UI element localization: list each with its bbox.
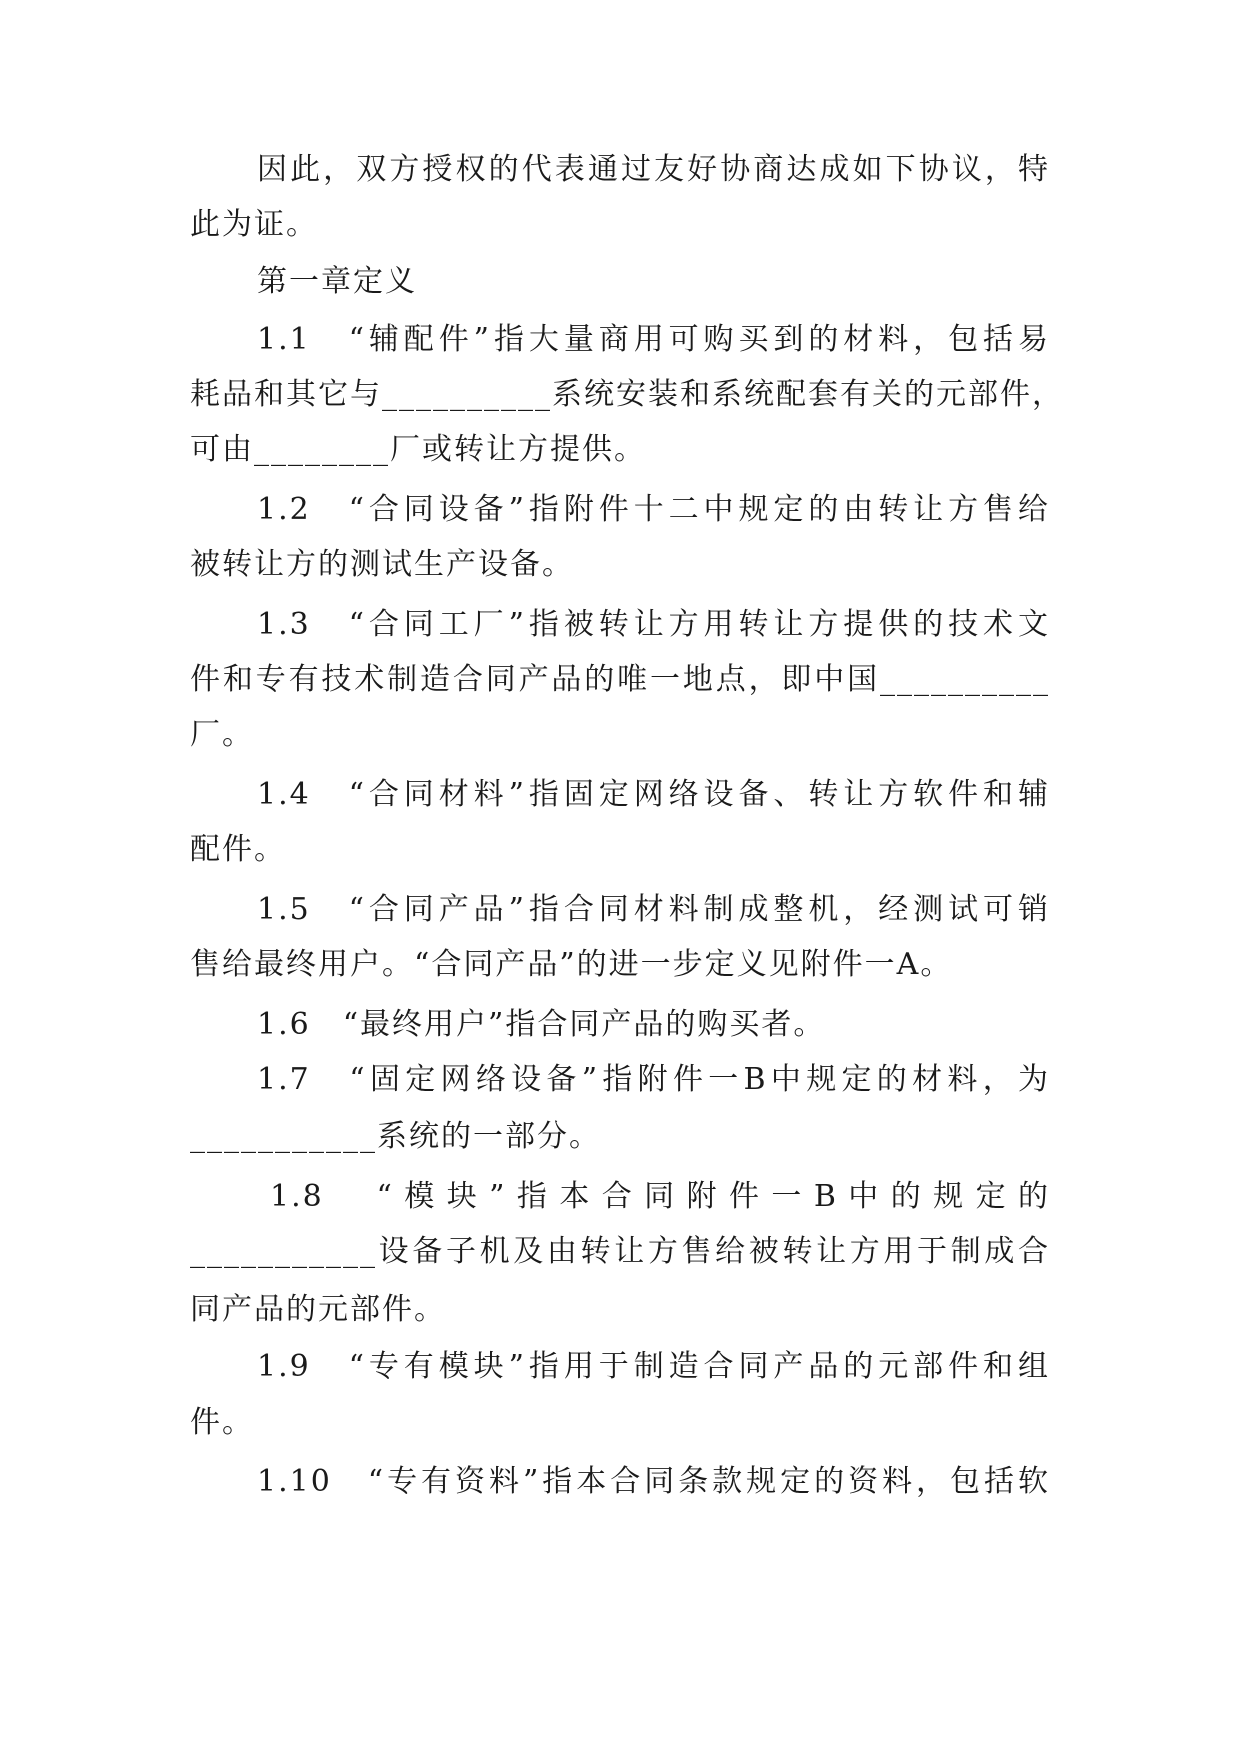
definition-1-3: 1.3 “合同工厂”指被转让方用转让方提供的技术文 (257, 607, 1050, 642)
definition-1-8: 1.8 “模块”指本合同附件一B中的规定的 (270, 1179, 1050, 1214)
paragraph-line: 因此，双方授权的代表通过友好协商达成如下协议，特 (257, 152, 1050, 187)
paragraph-line: 此为证。 (190, 207, 318, 242)
chapter-heading: 第一章定义 (257, 264, 417, 299)
paragraph-line: 被转让方的测试生产设备。 (190, 547, 574, 582)
definition-1-4: 1.4 “合同材料”指固定网络设备、转让方软件和辅 (257, 777, 1050, 812)
paragraph-line: 件和专有技术制造合同产品的唯一地点，即中国__________ (190, 662, 1050, 697)
paragraph-line: ___________系统的一部分。 (190, 1119, 601, 1154)
paragraph-line: 配件。 (190, 832, 286, 867)
definition-1-2: 1.2 “合同设备”指附件十二中规定的由转让方售给 (257, 492, 1050, 527)
definition-1-5: 1.5 “合同产品”指合同材料制成整机，经测试可销 (257, 892, 1050, 927)
paragraph-line: 厂。 (190, 717, 254, 752)
definition-1-1: 1.1 “辅配件”指大量商用可购买到的材料，包括易 (257, 322, 1050, 357)
definition-1-6: 1.6 “最终用户”指合同产品的购买者。 (257, 1007, 826, 1042)
paragraph-line: 可由________厂或转让方提供。 (190, 432, 646, 467)
paragraph-line: 耗品和其它与__________系统安装和系统配套有关的元部件， (190, 377, 1064, 412)
definition-1-9: 1.9 “专有模块”指用于制造合同产品的元部件和组 (257, 1349, 1050, 1384)
paragraph-line: ___________设备子机及由转让方售给被转让方用于制成合 (190, 1234, 1050, 1269)
definition-1-7: 1.7 “固定网络设备”指附件一B中规定的材料，为 (257, 1062, 1050, 1097)
paragraph-line: 同产品的元部件。 (190, 1292, 446, 1327)
paragraph-line: 件。 (190, 1405, 254, 1440)
paragraph-line: 售给最终用户。“合同产品”的进一步定义见附件一A。 (190, 947, 953, 982)
definition-1-10: 1.10 “专有资料”指本合同条款规定的资料，包括软 (257, 1464, 1050, 1499)
